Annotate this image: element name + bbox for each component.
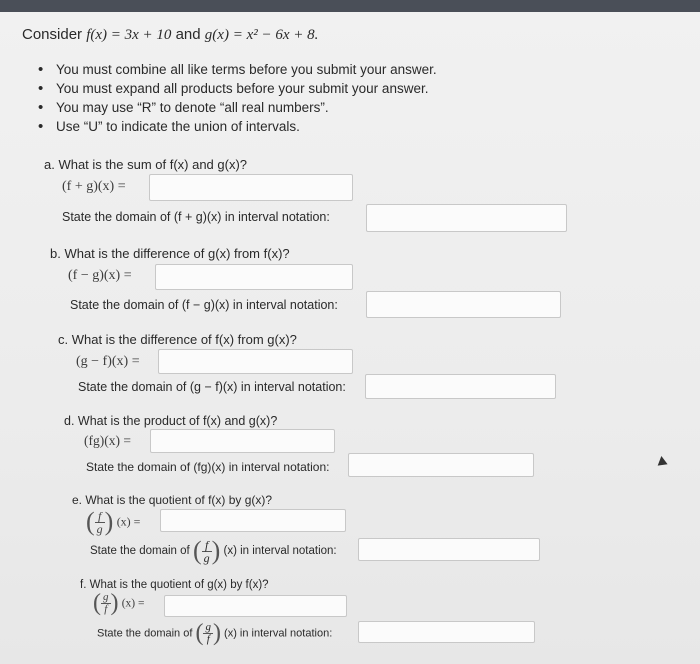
question-e-answer-input[interactable] [160, 509, 346, 532]
fraction-denominator: f [104, 603, 108, 615]
f-definition: f(x) = 3x + 10 [86, 27, 172, 43]
question-c-answer-input[interactable] [158, 349, 353, 374]
question-c-expression: (g − f)(x) = [76, 354, 140, 369]
fraction-numerator: f [95, 510, 105, 523]
domain-prefix: State the domain of [90, 545, 190, 557]
fraction-denominator: g [96, 521, 103, 536]
question-e-domain-input[interactable] [358, 538, 540, 561]
question-f-answer-input[interactable] [164, 595, 347, 617]
problem-statement [22, 26, 318, 44]
question-b-title: b. What is the difference of g(x) from f(x)? [50, 246, 290, 261]
window-top-bar [0, 0, 700, 12]
question-f-domain-input[interactable] [358, 621, 535, 643]
fraction-numerator: g [205, 621, 211, 633]
question-e-expression: ( $\frac{f}{g}$ ) (x) = [86, 507, 141, 536]
g-definition: g(x) = x² − 6x + 8. [204, 27, 319, 43]
domain-suffix: (x) in interval notation: [224, 627, 333, 640]
question-e-domain-label: State the domain of ( $\frac{f}{g}$ ) (x) in interval notation: [90, 536, 337, 565]
and-text: and [175, 26, 201, 43]
domain-suffix: (x) in interval notation: [223, 545, 337, 557]
question-a-title: a. What is the sum of f(x) and g(x)? [44, 157, 248, 172]
fraction-numerator: g [103, 591, 109, 603]
mouse-pointer-icon [656, 455, 667, 465]
question-b-domain-input[interactable] [366, 291, 561, 318]
domain-prefix: State the domain of [97, 627, 193, 640]
instruction-item: • Use “U” to indicate the union of intervals. [38, 117, 437, 136]
question-f-expression: ( $\frac{g}{f}$ ) (x) = [93, 590, 145, 616]
question-b-domain-label: State the domain of (f − g)(x) in interval notation: [70, 298, 338, 312]
question-d-expression: (fg)(x) = [84, 433, 131, 448]
question-d-domain-label: State the domain of (fg)(x) in interval notation: [86, 460, 330, 474]
fraction-numerator: f [202, 539, 212, 552]
question-f-title: f. What is the quotient of g(x) by f(x)? [80, 579, 269, 591]
consider-text: Consider [22, 26, 83, 43]
question-c-domain-input[interactable] [365, 374, 556, 399]
question-d-answer-input[interactable] [150, 429, 335, 453]
question-a-domain-input[interactable] [366, 204, 567, 232]
question-f-domain-label: State the domain of ( $\frac{g}{f}$ ) (x) in interval notation: [97, 620, 333, 646]
question-c-domain-label: State the domain of (g − f)(x) in interval notation: [78, 380, 346, 394]
question-e-title: e. What is the quotient of f(x) by g(x)? [72, 493, 273, 507]
fraction-denominator: f [206, 633, 210, 645]
instruction-item: • You may use “R” to denote “all real numbers”. [38, 98, 437, 117]
expression-tail: (x) = [121, 597, 145, 610]
question-d-title: d. What is the product of f(x) and g(x)? [64, 414, 278, 428]
question-a-answer-input[interactable] [149, 174, 353, 201]
instructions-list [38, 60, 437, 136]
question-a-expression: (f + g)(x) = [62, 179, 126, 194]
expression-tail: (x) = [116, 514, 141, 529]
question-d-domain-input[interactable] [348, 453, 534, 477]
instruction-item: • You must expand all products before your submit your answer. [38, 79, 437, 98]
fraction-denominator: g [203, 550, 210, 565]
question-c-title: c. What is the difference of f(x) from g(x)? [58, 332, 297, 347]
question-b-answer-input[interactable] [155, 264, 353, 290]
question-b-expression: (f − g)(x) = [68, 268, 132, 283]
instruction-item: • You must combine all like terms before you submit your answer. [38, 60, 437, 79]
question-a-domain-label: State the domain of (f + g)(x) in interval notation: [62, 210, 330, 224]
